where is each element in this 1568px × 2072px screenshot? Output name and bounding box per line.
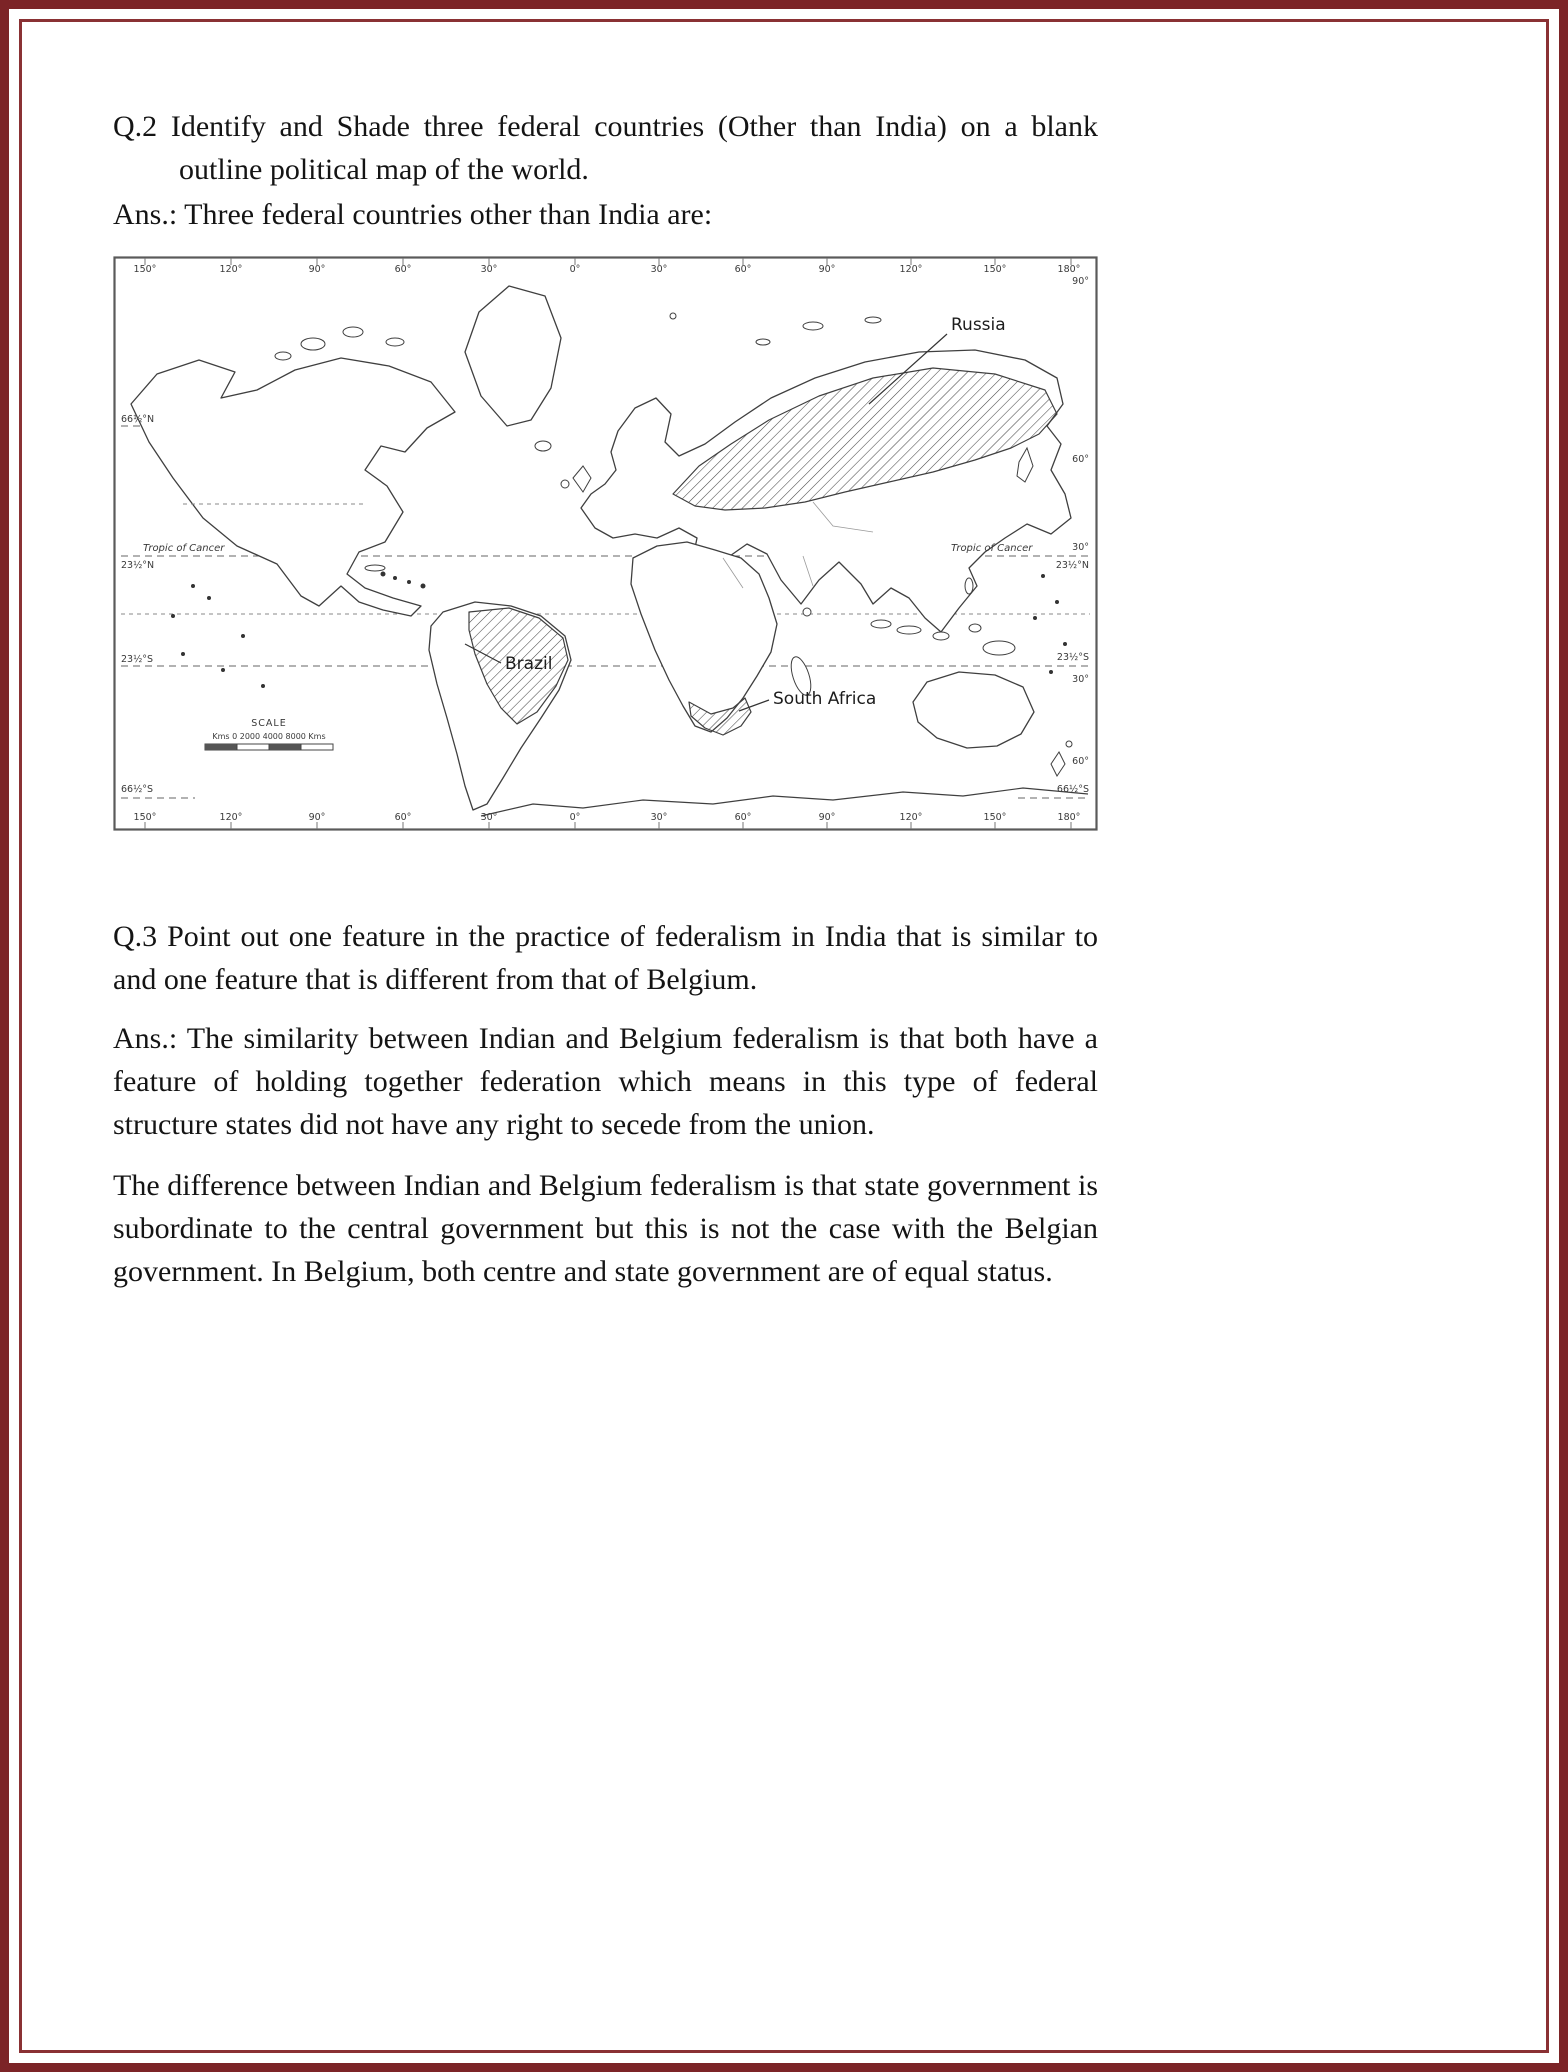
lon-bottom-1: 120° xyxy=(219,812,243,823)
lat-23n-right: 23½°N xyxy=(1055,560,1089,571)
lon-top-10: 150° xyxy=(983,264,1007,275)
lon-bottom-10: 150° xyxy=(983,812,1007,823)
lat-23n-left: 23½°N xyxy=(121,560,155,571)
lon-bottom-5: 0° xyxy=(569,812,581,823)
world-map xyxy=(113,256,1098,831)
lat-23s-left: 23½°S xyxy=(121,654,154,665)
lat-90n-right: 90° xyxy=(1072,276,1089,287)
world-map-figure xyxy=(113,256,1098,831)
lon-top-1: 120° xyxy=(219,264,243,275)
q3-answer-similarity: Ans.: The similarity between Indian and Belgium federalism is that both have a feature of holding together federation which means in this type of federal structure states did not have any right to secede from the union. xyxy=(113,1022,1098,1141)
lon-bottom-3: 60° xyxy=(394,812,412,823)
lon-top-6: 30° xyxy=(650,264,668,275)
q2-question: Q.2 Identify and Shade three federal countries (Other than India) on a blank outline political map of the world. xyxy=(113,110,1098,186)
lon-top-0: 150° xyxy=(133,264,157,275)
lon-bottom-9: 120° xyxy=(899,812,923,823)
lat-60s-right: 60° xyxy=(1072,756,1089,767)
lat-23s-right: 23½°S xyxy=(1056,652,1089,663)
lon-bottom-8: 90° xyxy=(818,812,836,823)
scale-units: Kms 0 2000 4000 8000 Kms xyxy=(212,732,326,741)
lat-66s-right: 66½°S xyxy=(1056,784,1089,795)
q3-answer-difference: The difference between Indian and Belgium federalism is that state government is subordinate to the central government but this is not the case with the Belgian government. In Belgium, both centre and state government are of equal status. xyxy=(113,1169,1098,1288)
russia-label: Russia xyxy=(951,315,1006,335)
lon-top-7: 60° xyxy=(734,264,752,275)
lon-bottom-11: 180° xyxy=(1057,812,1081,823)
lon-bottom-0: 150° xyxy=(133,812,157,823)
lat-60n-right: 60° xyxy=(1072,454,1089,465)
page-content xyxy=(9,9,1098,1293)
lon-bottom-7: 60° xyxy=(734,812,752,823)
lon-top-4: 30° xyxy=(480,264,498,275)
tropic-of-cancer-label-left: Tropic of Cancer xyxy=(143,543,225,554)
lon-bottom-6: 30° xyxy=(650,812,668,823)
lon-bottom-2: 90° xyxy=(308,812,326,823)
lat-66s-left: 66½°S xyxy=(121,784,154,795)
lon-top-8: 90° xyxy=(818,264,836,275)
lon-top-2: 90° xyxy=(308,264,326,275)
lon-top-11: 180° xyxy=(1057,264,1081,275)
lat-30n-right: 30° xyxy=(1072,542,1089,553)
scale-title: SCALE xyxy=(251,718,287,729)
brazil-label: Brazil xyxy=(505,654,553,674)
q2-answer-intro: Ans.: Three federal countries other than India are: xyxy=(113,198,713,231)
tropic-of-cancer-label-right: Tropic of Cancer xyxy=(951,543,1033,554)
lon-top-9: 120° xyxy=(899,264,923,275)
lat-30s-right: 30° xyxy=(1072,674,1089,685)
south-africa-label: South Africa xyxy=(773,689,877,709)
lat-66n-left: 66½°N xyxy=(121,414,155,425)
lon-bottom-4: 30° xyxy=(480,812,498,823)
lon-top-5: 0° xyxy=(569,264,581,275)
lon-top-3: 60° xyxy=(394,264,412,275)
q3-question: Q.3 Point out one feature in the practice of federalism in India that is similar to and one feature that is different from that of Belgium. xyxy=(113,920,1098,996)
